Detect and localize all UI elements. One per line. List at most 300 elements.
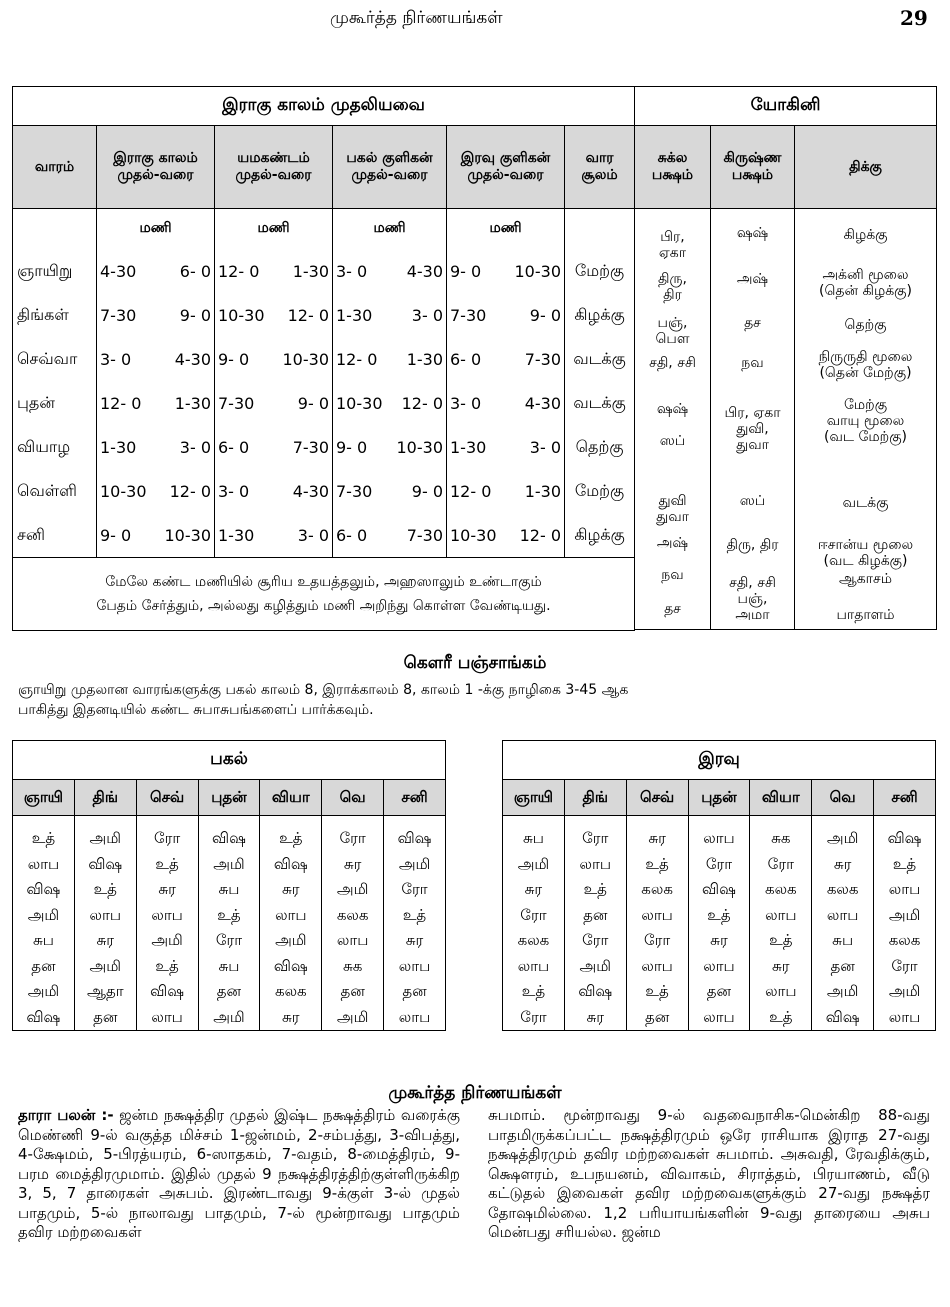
col-header-sukla: சுக்ல பக்ஷம்	[635, 126, 711, 209]
table-row	[13, 249, 635, 293]
rahu-table-note	[13, 558, 635, 631]
day-header: செவ்	[626, 780, 688, 816]
list-item: தெற்கு	[844, 317, 887, 333]
list-item: அமி	[336, 1007, 369, 1026]
night-kuligan-cell	[447, 337, 565, 381]
start-time: 3- 0	[218, 481, 250, 501]
list-item: லாப	[275, 905, 307, 924]
time-range	[447, 482, 564, 501]
time-range	[447, 438, 564, 457]
list-item: லாப	[765, 905, 797, 924]
rahu-cell	[97, 293, 215, 337]
tara-palan-lead: தாரா பலன் :-	[18, 1106, 114, 1124]
day-column	[750, 816, 812, 1031]
list-item: தன	[93, 1007, 118, 1026]
list-item: அமி	[888, 905, 921, 924]
soolam-cell: தெற்கு	[565, 425, 635, 469]
list-item: லாப	[398, 956, 431, 975]
list-item: உத்	[645, 982, 669, 1000]
list-item: (தென் கிழக்கு)	[818, 283, 913, 299]
start-time: 6- 0	[450, 349, 482, 369]
list-item: லாப	[826, 905, 859, 924]
end-time: 10-30	[164, 525, 211, 545]
unit-label: மணி	[447, 209, 565, 250]
list-item: லாப	[151, 1007, 183, 1026]
end-time: 12- 0	[169, 481, 211, 501]
list-item: ஸப்	[659, 433, 686, 449]
time-range	[97, 526, 214, 545]
time-range	[333, 438, 446, 457]
list-item: சுர	[405, 931, 424, 949]
day-kuligan-cell	[333, 293, 447, 337]
list-item: உத்	[769, 1007, 793, 1026]
list-item: (வட கிழக்கு)	[823, 553, 908, 569]
list-item: லாப	[703, 1007, 735, 1026]
day-cell: புதன்	[13, 381, 97, 425]
list-item: கலக	[336, 905, 369, 924]
list-item: சுப	[832, 931, 854, 949]
list-item: ரோ	[520, 1007, 547, 1026]
end-time: 1-30	[524, 481, 561, 501]
list-item: உத்	[521, 982, 546, 1000]
day-column	[74, 816, 136, 1031]
list-item: உத்	[93, 880, 117, 898]
list-item: சுர	[343, 854, 362, 873]
list-item: உத்	[31, 829, 56, 847]
list-item: விஷ	[273, 956, 308, 975]
note-line: பாகித்து இதனடியில் கண்ட சுபாசுபங்களைப் பார்க்கவும்.	[18, 702, 374, 718]
list-item: விஷ	[702, 880, 736, 898]
list-item: லாப	[641, 956, 673, 975]
list-item: லாப	[89, 905, 121, 924]
time-range	[333, 262, 446, 281]
list-item: அஷ்	[736, 271, 769, 287]
soolam-cell: மேற்கு	[565, 469, 635, 513]
table-row	[13, 513, 635, 558]
end-time: 12- 0	[287, 305, 329, 325]
list-item: சுர	[158, 880, 176, 898]
time-range	[333, 394, 446, 413]
time-range	[215, 438, 332, 457]
time-range	[97, 262, 214, 281]
list-item: அமி	[89, 829, 121, 847]
list-item: லாப	[765, 982, 797, 1000]
muhurtha-title: முகூர்த்த நிர்ணயங்கள்	[388, 1083, 562, 1103]
list-item: ஷஷ்	[736, 225, 769, 241]
day-kuligan-cell	[333, 337, 447, 381]
list-item: சுர	[524, 880, 543, 898]
day-column	[812, 816, 874, 1031]
list-item: தன	[830, 956, 855, 975]
end-time: 7-30	[292, 437, 329, 457]
list-item: அமி	[27, 905, 60, 924]
list-item: மேற்கு	[843, 397, 888, 413]
start-time: 1-30	[450, 437, 487, 457]
soolam-cell: கிழக்கு	[565, 293, 635, 337]
list-item: லாப	[517, 956, 550, 975]
krishna-column	[711, 209, 795, 630]
list-item: ரோ	[643, 931, 671, 949]
list-item: தன	[644, 1007, 670, 1026]
muhurtha-right-column	[488, 1106, 930, 1243]
time-range	[97, 482, 214, 501]
start-time: 12- 0	[100, 393, 142, 413]
list-item: அமி	[398, 854, 431, 873]
list-item: அமி	[826, 982, 859, 1000]
running-title: முகூர்த்த நிர்ணயங்கள்	[330, 8, 503, 28]
unit-cell	[13, 209, 97, 250]
table-row	[13, 337, 635, 381]
end-time: 3- 0	[179, 437, 211, 457]
col-header-yama: யமகண்டம் முதல்-வரை	[215, 126, 333, 209]
list-item: சதி, சசி	[729, 575, 776, 591]
unit-row	[13, 209, 635, 250]
night-kuligan-cell	[447, 469, 565, 513]
list-item: தன	[31, 956, 56, 975]
unit-label: மணி	[97, 209, 215, 250]
table-row	[13, 469, 635, 513]
list-item: ரோ	[401, 880, 428, 898]
night-kuligan-cell	[447, 425, 565, 469]
day-header: திங்	[564, 780, 626, 816]
list-item: உத்	[645, 854, 669, 873]
night-kuligan-cell	[447, 381, 565, 425]
list-item: நிருருதி மூலை	[818, 349, 913, 365]
day-column	[136, 816, 198, 1031]
list-item: தச	[744, 315, 761, 331]
day-header: வெ	[812, 780, 874, 816]
time-range	[447, 350, 564, 369]
list-item: விஷ	[273, 854, 308, 873]
col-header-dikku: திக்கு	[795, 126, 937, 209]
end-time: 10-30	[514, 261, 561, 281]
time-range	[97, 306, 214, 325]
list-item: விஷ	[88, 854, 123, 873]
list-item: திரு,	[658, 271, 687, 287]
day-cell: சனி	[13, 513, 97, 558]
list-item: வடக்கு	[842, 495, 889, 511]
time-range	[215, 526, 332, 545]
end-time: 1-30	[406, 349, 443, 369]
end-time: 7-30	[406, 525, 443, 545]
end-time: 4-30	[524, 393, 561, 413]
day-header: சனி	[874, 780, 936, 816]
day-header: சனி	[384, 780, 446, 816]
table-row	[13, 425, 635, 469]
start-time: 6- 0	[336, 525, 368, 545]
col-header-krishna: கிருஷ்ண பக்ஷம்	[711, 126, 795, 209]
list-item: லாப	[336, 931, 369, 949]
list-item: விஷ	[26, 1007, 61, 1026]
day-kuligan-cell	[333, 249, 447, 293]
list-item: லாப	[888, 880, 921, 898]
iravu-title: இரவு	[503, 741, 936, 780]
start-time: 4-30	[100, 261, 137, 281]
list-item: உத்	[217, 905, 241, 924]
rahu-kalam-table	[12, 86, 635, 631]
list-item: சுப	[218, 880, 240, 898]
list-item: விஷ	[212, 829, 246, 847]
paragraph-text: ஜன்ம நக்ஷத்திர முதல் இஷ்ட நக்ஷத்திரம் வரைக்கு மெண்ணி 9-ல் வகுத்த மிச்சம் 1-ஜன்மம், 2-சம்பத்து, 3-விபத்து, 4-க்ஷேமம், 5-பிரத்யரம், 6-ஸாதகம், 7-வதம், 8-மைத்திரம், 9-பரம மைத்திரமுமாம். இதில் முதல் 9 நக்ஷத்திரத்திற்குள்ளிருக்கிற 3, 5, 7 தாரைகள் அசுபம். இரண்டாவது 9-க்குள் 3-ல் முதல் பாதமும், 5-ல் நாலாவது பாதமும், 7-ல் மூன்றாவது பாதமும் தவிர மற்றவைகள்	[18, 1106, 460, 1241]
list-item: உத்	[583, 880, 607, 898]
time-range	[215, 262, 332, 281]
rahu-cell	[97, 469, 215, 513]
night-kuligan-cell	[447, 249, 565, 293]
end-time: 7-30	[524, 349, 561, 369]
list-item: சுக	[771, 829, 791, 847]
list-item: அமி	[336, 880, 369, 898]
list-item: ரோ	[582, 829, 609, 847]
day-column	[13, 816, 75, 1031]
list-item: லாப	[703, 956, 735, 975]
list-item: தன	[402, 982, 427, 1000]
end-time: 6- 0	[179, 261, 211, 281]
list-item: சதி, சசி	[649, 355, 696, 371]
list-item: கலக	[641, 880, 673, 898]
unit-cell	[565, 209, 635, 250]
list-item: தன	[583, 905, 608, 924]
day-header: புதன்	[198, 780, 260, 816]
list-item: ரோ	[153, 829, 181, 847]
day-header: திங்	[74, 780, 136, 816]
list-item: ரோ	[520, 905, 547, 924]
time-range	[215, 350, 332, 369]
day-cell: செவ்வா	[13, 337, 97, 381]
list-item: துவா	[736, 437, 769, 453]
list-item: (தென் மேற்கு)	[819, 365, 912, 381]
col-header-rahu: இராகு காலம் முதல்-வரை	[97, 126, 215, 209]
list-item: துவி,	[736, 421, 769, 437]
list-item: அமி	[89, 956, 121, 975]
time-range	[97, 350, 214, 369]
night-kuligan-cell	[447, 513, 565, 558]
list-item: கலக	[826, 880, 859, 898]
list-item: சுர	[282, 1007, 300, 1026]
rahu-cell	[97, 381, 215, 425]
day-cell: வெள்ளி	[13, 469, 97, 513]
col-header-soolam: வார சூலம்	[565, 126, 635, 209]
day-column	[384, 816, 446, 1031]
list-item: ஈசான்ய மூலை	[817, 537, 914, 553]
list-item: பாதாளம்	[836, 607, 895, 623]
time-range	[447, 306, 564, 325]
time-range	[447, 394, 564, 413]
list-item: விஷ	[825, 1007, 860, 1026]
soolam-cell: மேற்கு	[565, 249, 635, 293]
day-kuligan-cell	[333, 381, 447, 425]
list-item: கிழக்கு	[843, 227, 888, 243]
list-item: லாப	[151, 905, 183, 924]
start-time: 12- 0	[450, 481, 492, 501]
list-item: உத்	[155, 854, 179, 873]
list-item: லாப	[888, 1007, 921, 1026]
list-item: சுர	[833, 854, 852, 873]
day-header: வியா	[260, 780, 322, 816]
end-time: 3- 0	[529, 437, 561, 457]
soolam-cell: வடக்கு	[565, 381, 635, 425]
list-item: அஷ்	[656, 535, 689, 551]
end-time: 9- 0	[179, 305, 211, 325]
rahu-cell	[97, 337, 215, 381]
list-item: திர	[663, 287, 682, 303]
list-item: லாப	[27, 854, 60, 873]
list-item: (வட மேற்கு)	[824, 429, 908, 445]
soolam-cell: கிழக்கு	[565, 513, 635, 558]
end-time: 1-30	[292, 261, 329, 281]
list-item: ரோ	[767, 854, 794, 873]
night-kuligan-cell	[447, 293, 565, 337]
list-item: விஷ	[578, 982, 613, 1000]
day-column	[688, 816, 750, 1031]
rahu-table-title: இராகு காலம் முதலியவை	[13, 87, 635, 126]
gowri-title: கௌரீ பஞ்சாங்கம்	[403, 653, 547, 673]
list-item: ஆகாசம்	[839, 571, 892, 587]
list-item: ரோ	[582, 931, 609, 949]
list-item: ரோ	[891, 956, 918, 975]
list-item: தச	[664, 601, 681, 617]
time-range	[333, 482, 446, 501]
start-time: 10-30	[336, 393, 383, 413]
note-line: ஞாயிறு முதலான வாரங்களுக்கு பகல் காலம் 8, இராக்காலம் 8, காலம் 1 -க்கு நாழிகை 3-45 ஆக	[18, 682, 629, 698]
list-item: அக்னி மூலை	[822, 267, 909, 283]
day-header: ஞாயி	[13, 780, 75, 816]
list-item: அமி	[826, 829, 859, 847]
col-header-day-kuligan: பகல் குளிகன் முதல்-வரை	[333, 126, 447, 209]
day-kuligan-cell	[333, 513, 447, 558]
yogini-table	[634, 86, 937, 630]
end-time: 10-30	[282, 349, 329, 369]
list-item: பிர, ஏகா	[724, 405, 781, 421]
end-time: 9- 0	[529, 305, 561, 325]
list-item: ரோ	[215, 931, 243, 949]
running-head	[0, 6, 950, 32]
end-time: 9- 0	[297, 393, 329, 413]
start-time: 6- 0	[218, 437, 250, 457]
start-time: 1-30	[218, 525, 255, 545]
yama-cell	[215, 513, 333, 558]
day-column	[260, 816, 322, 1031]
list-item: அமா	[735, 607, 770, 623]
list-item: சுர	[648, 829, 666, 847]
list-item: ஷஷ்	[656, 401, 689, 417]
day-header: புதன்	[688, 780, 750, 816]
day-column	[198, 816, 260, 1031]
unit-label: மணி	[215, 209, 333, 250]
dikku-column	[795, 209, 937, 630]
yama-cell	[215, 469, 333, 513]
end-time: 3- 0	[411, 305, 443, 325]
col-header-day: வாரம்	[13, 126, 97, 209]
page-number: 29	[900, 6, 928, 30]
list-item: அமி	[888, 982, 921, 1000]
end-time: 1-30	[174, 393, 211, 413]
list-item: அமி	[213, 1007, 245, 1026]
time-range	[447, 526, 564, 545]
day-kuligan-cell	[333, 469, 447, 513]
list-item: சுர	[96, 931, 115, 949]
list-item: லாப	[579, 854, 611, 873]
day-cell: ஞாயிறு	[13, 249, 97, 293]
list-item: சுர	[282, 880, 300, 898]
list-item: பஞ்,	[657, 315, 688, 331]
iravu-table	[502, 740, 936, 1031]
list-item: ரோ	[705, 854, 733, 873]
list-item: அமி	[517, 854, 550, 873]
sukla-column	[635, 209, 711, 630]
time-range	[215, 394, 332, 413]
list-item: அமி	[213, 854, 245, 873]
list-item: ஸப்	[739, 493, 766, 509]
end-time: 12- 0	[401, 393, 443, 413]
list-item: சுர	[586, 1007, 605, 1026]
list-item: உத்	[402, 905, 427, 924]
day-column	[322, 816, 384, 1031]
start-time: 10-30	[218, 305, 265, 325]
yama-cell	[215, 337, 333, 381]
end-time: 10-30	[396, 437, 443, 457]
list-item: தன	[216, 982, 242, 1000]
start-time: 9- 0	[100, 525, 132, 545]
start-time: 1-30	[336, 305, 373, 325]
soolam-cell: வடக்கு	[565, 337, 635, 381]
note-line: பேதம் சேர்த்தும், அல்லது கழித்தும் மணி அறிந்து கொள்ள வேண்டியது.	[96, 598, 551, 614]
list-item: தன	[340, 982, 365, 1000]
list-item: சுப	[522, 829, 544, 847]
day-header: ஞாயி	[503, 780, 565, 816]
end-time: 4-30	[406, 261, 443, 281]
list-item: நவ	[661, 567, 684, 583]
list-item: சுர	[710, 931, 728, 949]
start-time: 9- 0	[450, 261, 482, 281]
day-header: வியா	[750, 780, 812, 816]
table-row	[13, 381, 635, 425]
list-item: விஷ	[397, 829, 432, 847]
time-range	[215, 306, 332, 325]
yogini-title: யோகினி	[635, 87, 937, 126]
day-header: வெ	[322, 780, 384, 816]
list-item: ஆதா	[86, 982, 124, 1000]
list-item: உத்	[155, 956, 179, 975]
start-time: 7-30	[336, 481, 373, 501]
pagal-table	[12, 740, 446, 1031]
list-item: உத்	[279, 829, 303, 847]
list-item: நவ	[741, 355, 764, 371]
start-time: 10-30	[450, 525, 497, 545]
list-item: அமி	[579, 956, 611, 975]
time-range	[447, 262, 564, 281]
start-time: 3- 0	[450, 393, 482, 413]
list-item: சுப	[32, 931, 54, 949]
list-item: கலக	[764, 880, 797, 898]
list-item: விஷ	[887, 829, 922, 847]
day-column	[564, 816, 626, 1031]
table-row	[13, 293, 635, 337]
list-item: ரோ	[339, 829, 366, 847]
day-header: செவ்	[136, 780, 198, 816]
list-item: சுப	[218, 956, 240, 975]
end-time: 4-30	[174, 349, 211, 369]
list-item: கலக	[517, 931, 550, 949]
time-range	[333, 306, 446, 325]
start-time: 7-30	[100, 305, 137, 325]
yama-cell	[215, 249, 333, 293]
list-item: அமி	[27, 982, 60, 1000]
list-item: அமி	[275, 931, 307, 949]
time-range	[97, 438, 214, 457]
day-column	[626, 816, 688, 1031]
yama-cell	[215, 293, 333, 337]
pagal-title: பகல்	[13, 741, 446, 780]
